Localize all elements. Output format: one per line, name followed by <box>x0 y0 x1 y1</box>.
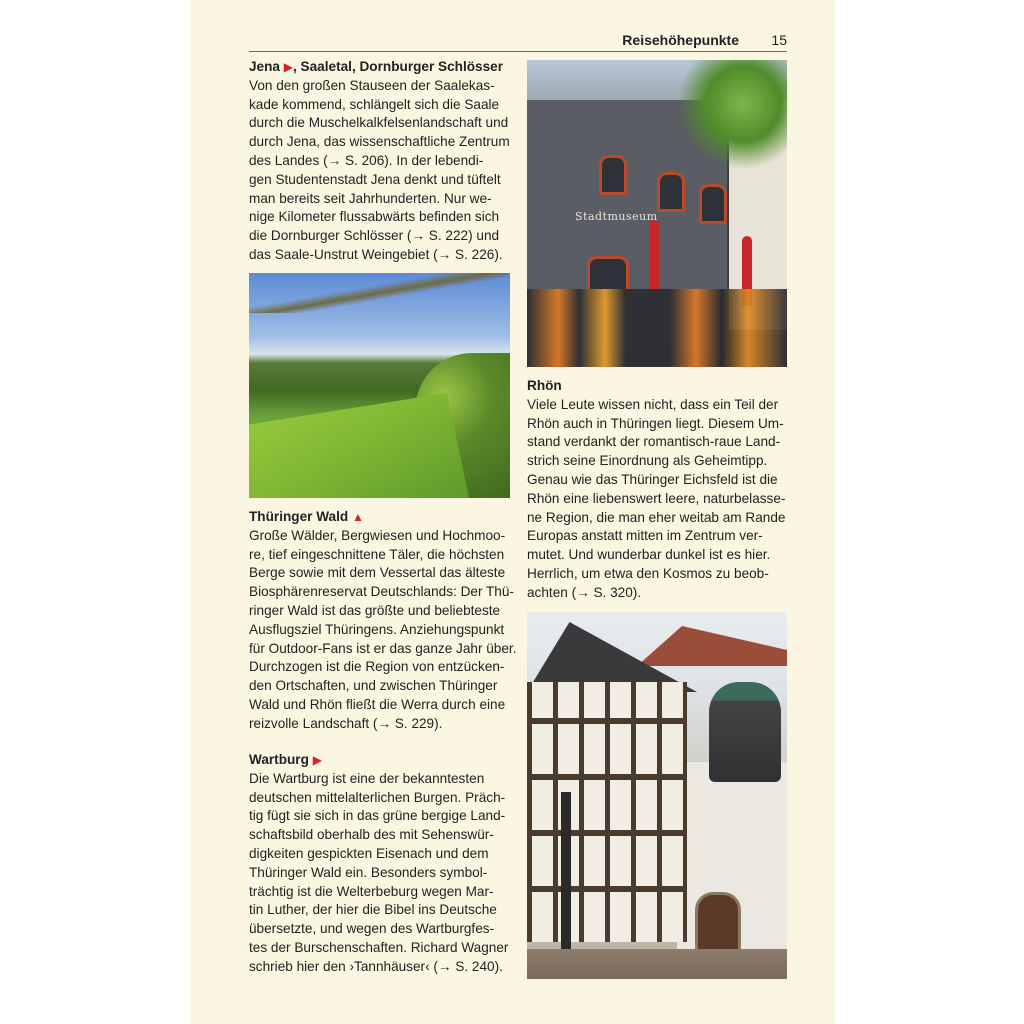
page-number: 15 <box>771 32 787 48</box>
text-line: Genau wie das Thüringer Eichsfeld ist die <box>527 471 778 487</box>
text-line: deutschen mittelalterlichen Burgen. Präch- <box>249 789 506 805</box>
text-line: den Ortschaften, und zwischen Thüringer <box>249 678 498 694</box>
photo-stadtmuseum-jena <box>527 60 787 367</box>
text-line: nige Kilometer flussabwärts befinden sich <box>249 209 500 225</box>
text-line: übersetzte, und wegen des Wartburgfes- <box>249 921 495 937</box>
text-line: tig fügt sie sich in das grüne bergige Land- <box>249 808 506 824</box>
running-header <box>249 31 787 52</box>
text-line: Wald und Rhön fließt die Werra durch eine <box>249 696 506 712</box>
text-line: re, tief eingeschnittene Täler, die höchsten <box>249 546 505 562</box>
text-line: ne Region, die man eher weitab am Rande <box>527 509 786 525</box>
museum-sign: Stadtmuseum <box>575 210 658 223</box>
text-line: das Saale-Unstrut Weingebiet (→ S. 226). <box>249 246 503 262</box>
text-line: durch Jena, das wissenschaftliche Zentrum <box>249 134 510 150</box>
photo-wartburg <box>527 612 787 979</box>
text-line: Viele Leute wissen nicht, dass ein Teil der <box>527 396 779 412</box>
text-line: schaftsbild oberhalb des mit Sehenswür- <box>249 827 494 843</box>
text-line: Rhön eine liebenswert leere, naturbelasse- <box>527 490 786 506</box>
text-line: gen Studentenstadt Jena denkt und tüftelt <box>249 171 501 187</box>
text-line: schrieb hier den ›Tannhäuser‹ (→ S. 240). <box>249 958 503 974</box>
text-line: des Landes (→ S. 206). In der lebendi- <box>249 152 484 168</box>
text-line: Große Wälder, Bergwiesen und Hochmoo- <box>249 527 506 543</box>
text-line: die Dornburger Schlösser (→ S. 222) und <box>249 228 500 244</box>
text-line: Durchzogen ist die Region von entzücken- <box>249 659 505 675</box>
text-line: achten (→ S. 320). <box>527 584 642 600</box>
text-line: man bereits seit Jahrhunderten. Nur we- <box>249 190 492 206</box>
text-line: Biosphärenreservat Deutschlands: Der Thü- <box>249 584 514 600</box>
text-line: Ausflugsziel Thüringens. Anziehungspunkt <box>249 621 505 637</box>
highlight-marker-icon: ▶ <box>283 60 293 74</box>
text-line: mutet. Und wunderbar dunkel ist es hier. <box>527 547 771 563</box>
text-line: ringer Wald ist das größte und beliebteste <box>249 602 501 618</box>
text-line: Berge sowie mit dem Vessertal das älteste <box>249 565 506 581</box>
text-line: Von den großen Stauseen der Saalekas- <box>249 77 495 93</box>
text-line: kade kommend, schlängelt sich die Saale <box>249 96 500 112</box>
text-line: tin Luther, der hier die Bibel ins Deutsche <box>249 902 497 918</box>
highlight-marker-icon: ▲ <box>351 510 364 524</box>
header-title: Reisehöhepunkte <box>622 32 739 48</box>
text-line: digkeiten gespickten Eisenach und dem <box>249 845 489 861</box>
section-heading: Thüringer Wald ▲ <box>249 509 364 524</box>
text-line: Rhön auch in Thüringen liegt. Diesem Um- <box>527 415 784 431</box>
text-line: reizvolle Landschaft (→ S. 229). <box>249 715 443 731</box>
text-line: Die Wartburg ist eine der bekanntesten <box>249 770 485 786</box>
photo-saaletal-landscape <box>249 273 510 498</box>
text-line: Herrlich, um etwa den Kosmos zu beob- <box>527 565 769 581</box>
text-line: tes der Burschenschaften. Richard Wagner <box>249 939 509 955</box>
section-rhoen <box>527 377 788 603</box>
text-line: für Outdoor-Fans ist er das ganze Jahr über. <box>249 640 517 656</box>
section-heading: Jena ▶, Saaletal, Dornburger Schlösser <box>249 59 504 74</box>
section-heading: Rhön <box>527 378 562 393</box>
text-line: stand verdankt der romantisch-raue Land- <box>527 434 781 450</box>
text-line: durch die Muschelkalkfelsenlandschaft und <box>249 115 509 131</box>
highlight-marker-icon: ▶ <box>312 753 322 767</box>
text-line: trächtig ist die Welterbeburg wegen Mar- <box>249 883 494 899</box>
text-line: Europas anstatt mitten im Zentrum ver- <box>527 528 763 544</box>
section-heading: Wartburg ▶ <box>249 752 322 767</box>
text-line: strich seine Einordnung als Geheimtipp. <box>527 453 768 469</box>
section-jena <box>249 58 511 265</box>
section-thueringer-wald <box>249 508 517 734</box>
text-line: Thüringer Wald ein. Besonders symbol- <box>249 864 488 880</box>
section-wartburg <box>249 751 511 977</box>
